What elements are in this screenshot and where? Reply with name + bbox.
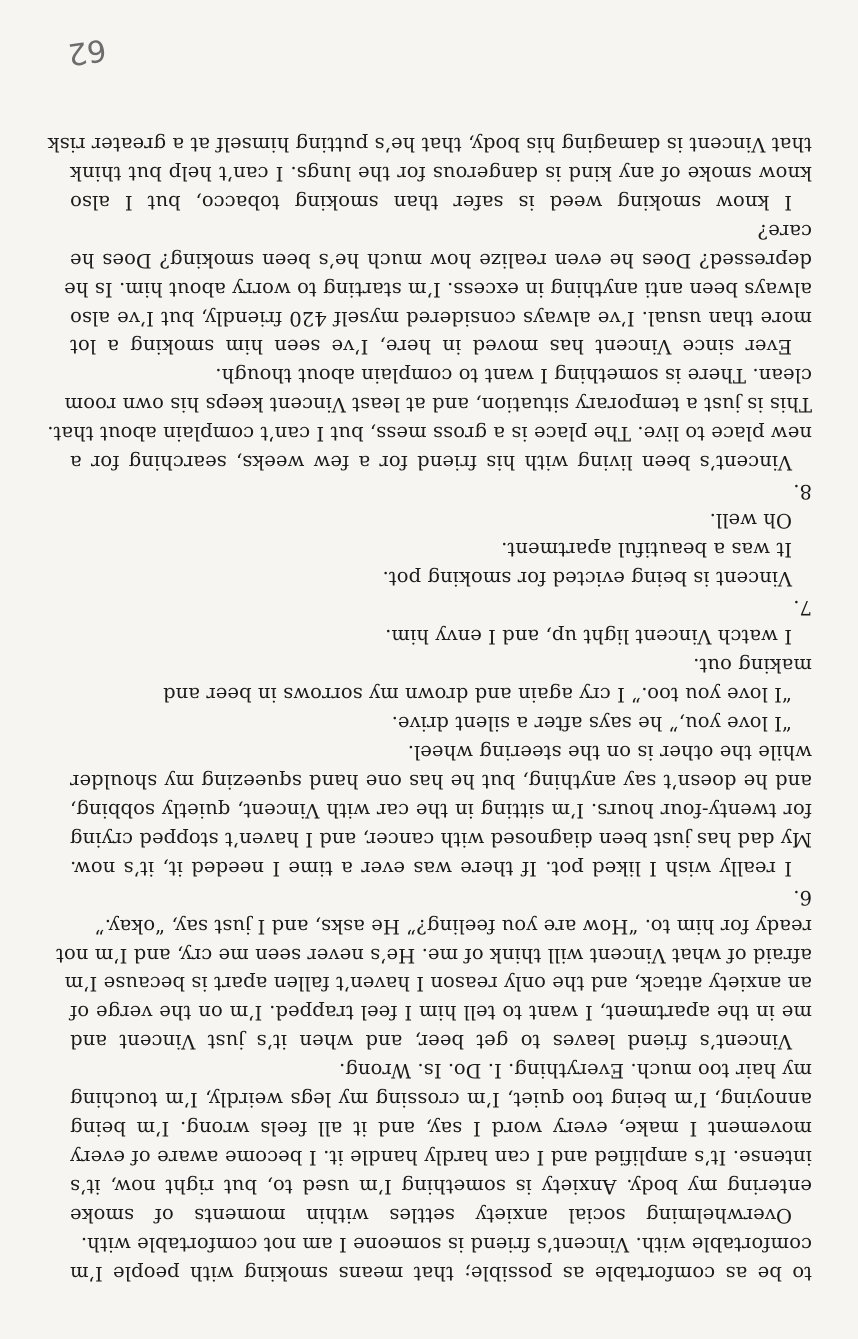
text-line: It was a beautiful apartment. (501, 538, 792, 562)
text-line: always been anti anything in excess. I’m starting to worry about him. Is he (64, 277, 812, 301)
text-line: Vincent is being evicted for smoking pot. (382, 567, 792, 591)
text-line: annoying, I’m being too quiet, I’m crossing my legs weirdly, I’m touching (70, 1088, 812, 1112)
text-line: “I love you,” he says after a silent drive. (391, 711, 792, 735)
text-line: movement I make, every word I say, and it all feels wrong. I’m being (70, 1117, 812, 1141)
text-line: Vincent’s friend leaves to get beer, and when it’s just Vincent and (70, 1030, 792, 1054)
text-line: I watch Vincent light up, and I envy him. (385, 625, 792, 649)
section-number: 7. (793, 596, 812, 620)
text-line: My dad has just been diagnosed with cancer, and I haven’t stopped crying (69, 827, 812, 851)
text-line: afraid of what Vincent will think of me. He’s never seen me cry, and I’m not (55, 943, 812, 967)
section-number: 6. (793, 885, 812, 909)
text-line: Overwhelming social anxiety settles within moments of smoke (70, 1204, 792, 1228)
body-text (47, 129, 812, 1287)
text-line: that Vincent is damaging his body, that he’s putting himself at a greater risk (47, 132, 812, 156)
text-line: ready for him to. “How are you feeling?” He asks, and I just say, “okay.” (94, 914, 812, 938)
text-line: an anxiety attack, and the only reason I haven’t fallen apart is because I’m (64, 972, 812, 996)
text-line: I know smoking weed is safer than smoking tobacco, but I also (70, 190, 792, 214)
text-line: This is just a temporary situation, and at least Vincent keeps his own room (64, 393, 812, 417)
text-line: comfortable with. Vincent’s friend is someone I am not comfortable with. (80, 1233, 812, 1257)
text-line: making out. (693, 653, 812, 677)
text-line: I really wish I liked pot. If there was ever a time I needed it, it’s now. (70, 856, 792, 880)
text-line: depressed? Does he even realize how much he’s been smoking? Does he (70, 248, 812, 272)
text-line: entering my body. Anxiety is something I’m used to, but right now, it’s (70, 1175, 812, 1199)
text-line: new place to live. The place is a gross mess, but I can’t complain about that. (47, 422, 812, 446)
text-line: for twenty-four hours. I’m sitting in the car with Vincent, quietly sobbing, (70, 798, 812, 822)
text-line: know smoke of any kind is dangerous for the lungs. I can’t help but think (70, 161, 812, 185)
text-line: my hair too much. Everything. I. Do. Is. Wrong. (339, 1059, 812, 1083)
text-line: Oh well. (709, 509, 792, 533)
section-number: 8. (793, 480, 812, 504)
text-line: while the other is on the steering wheel. (407, 740, 812, 764)
text-line: to be as comfortable as possible; that means smoking with people I’m (70, 1262, 812, 1285)
text-line: Ever since Vincent has moved in here, I’ve seen him smoking a lot (70, 335, 792, 359)
text-line: care? (757, 219, 812, 243)
text-line: intense. It’s amplified and I can hardly handle it. I become aware of every (70, 1146, 812, 1170)
text-line: me in the apartment, I want to tell him I feel trapped. I’m on the verge of (70, 1001, 812, 1025)
text-line: “I love you too.” I cry again and drown my sorrows in beer and (163, 682, 792, 706)
text-line: and he doesn’t say anything, but he has one hand squeezing my shoulder (70, 769, 812, 793)
text-line: more than usual. I’ve always considered myself 420 friendly, but I’ve also (70, 306, 812, 330)
text-line: clean. There is something I want to complain about though. (215, 364, 812, 388)
text-line: Vincent’s been living with his friend for a few weeks, searching for a (70, 451, 792, 475)
page-number: 62 (65, 31, 109, 72)
